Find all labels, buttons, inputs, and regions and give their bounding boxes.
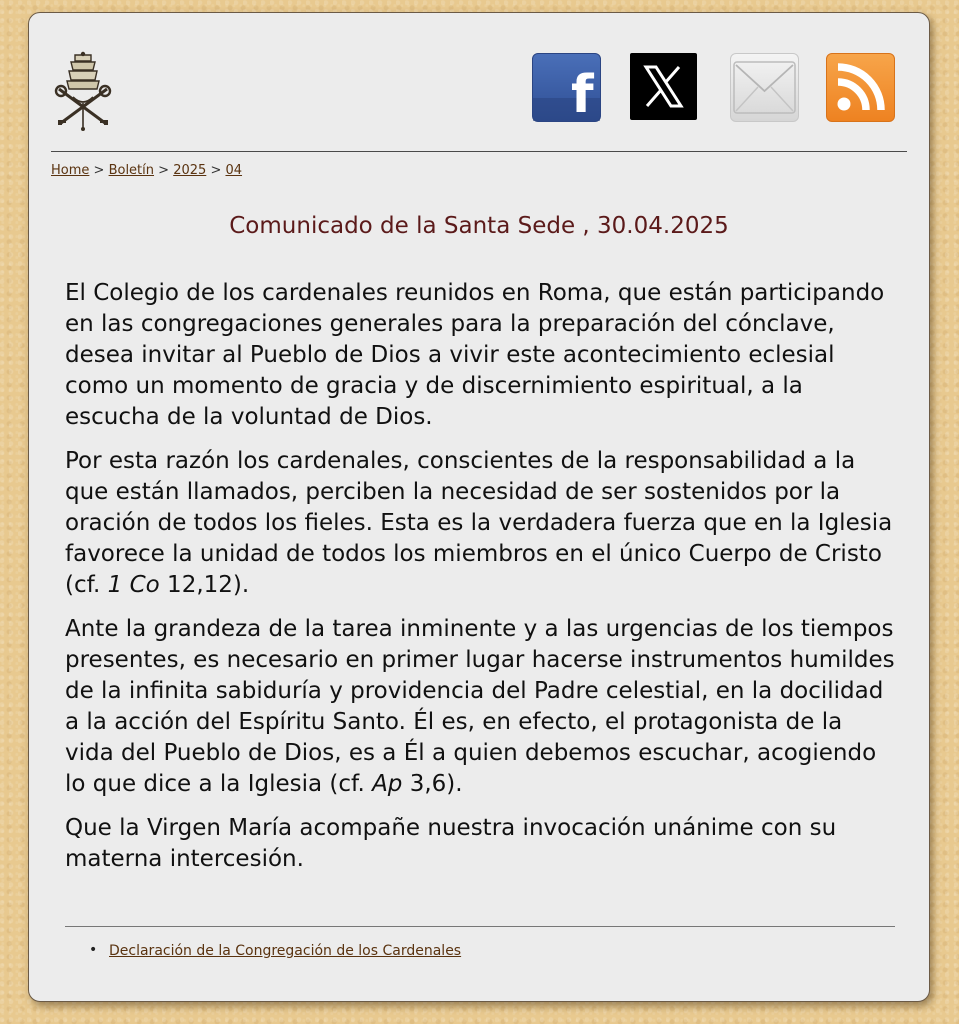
header-divider	[51, 151, 907, 152]
article-body	[65, 278, 895, 888]
breadcrumb-separator: >	[93, 163, 105, 178]
facebook-icon	[533, 54, 600, 121]
x-share-button[interactable]	[630, 53, 697, 120]
rss-feed-button[interactable]	[826, 53, 895, 122]
footer-divider	[65, 926, 895, 927]
breadcrumb-home[interactable]: Home	[51, 163, 90, 178]
paragraph-3: Ante la grandeza de la tarea inminente y a las urgencias de los tiempos presentes, es necesario en primer lugar hacerse instrumentos humildes de la infinita sabiduría y providencia del Padre celestial, en la docilidad a la acción del Espíritu Santo. Él es, en efecto, el protagonista de la vida del Pueblo de Dios, es a Él a quien debemos escuchar, acogiendo lo que dice a la Iglesia (cf. Ap 3,6).	[65, 616, 895, 797]
bible-reference: 1 Co	[107, 572, 160, 598]
breadcrumb-month[interactable]: 04	[225, 163, 243, 178]
paragraph-4: Que la Virgen María acompañe nuestra invocación unánime con su materna intercesión.	[65, 815, 837, 872]
list-item	[109, 943, 461, 959]
mail-icon	[731, 54, 798, 121]
breadcrumb	[51, 163, 242, 178]
email-share-button[interactable]	[730, 53, 799, 122]
breadcrumb-boletin[interactable]: Boletín	[108, 163, 155, 178]
x-twitter-icon	[630, 53, 697, 120]
breadcrumb-separator: >	[210, 163, 222, 178]
paragraph-1: El Colegio de los cardenales reunidos en Roma, que están participando en las congregaciones generales para la preparación del cónclave, desea invitar al Pueblo de Dios a vivir este acontecimiento eclesial como un momento de gracia y de discernimiento espiritual, a la escucha de la voluntad de Dios.	[65, 280, 885, 430]
holy-see-coat-of-arms-icon[interactable]	[51, 51, 115, 131]
facebook-share-button[interactable]	[532, 53, 601, 122]
breadcrumb-year[interactable]: 2025	[173, 163, 207, 178]
related-link[interactable]: Declaración de la Congregación de los Cardenales	[109, 943, 462, 959]
page-header	[29, 13, 929, 153]
paragraph-2: Por esta razón los cardenales, conscientes de la responsabilidad a la que están llamados, perciben la necesidad de ser sostenidos por la oración de todos los fieles. Esta es la verdadera fuerza que en la Iglesia favorece la unidad de todos los miembros en el único Cuerpo de Cristo (cf. 1 Co 12,12).	[65, 448, 893, 598]
related-links-list	[109, 943, 461, 959]
breadcrumb-separator: >	[158, 163, 170, 178]
svg-text:f: f	[571, 65, 594, 121]
bible-reference: Ap	[372, 771, 403, 797]
content-card	[28, 12, 930, 1002]
rss-icon	[827, 54, 894, 121]
page-title: Comunicado de la Santa Sede , 30.04.2025	[229, 213, 729, 239]
